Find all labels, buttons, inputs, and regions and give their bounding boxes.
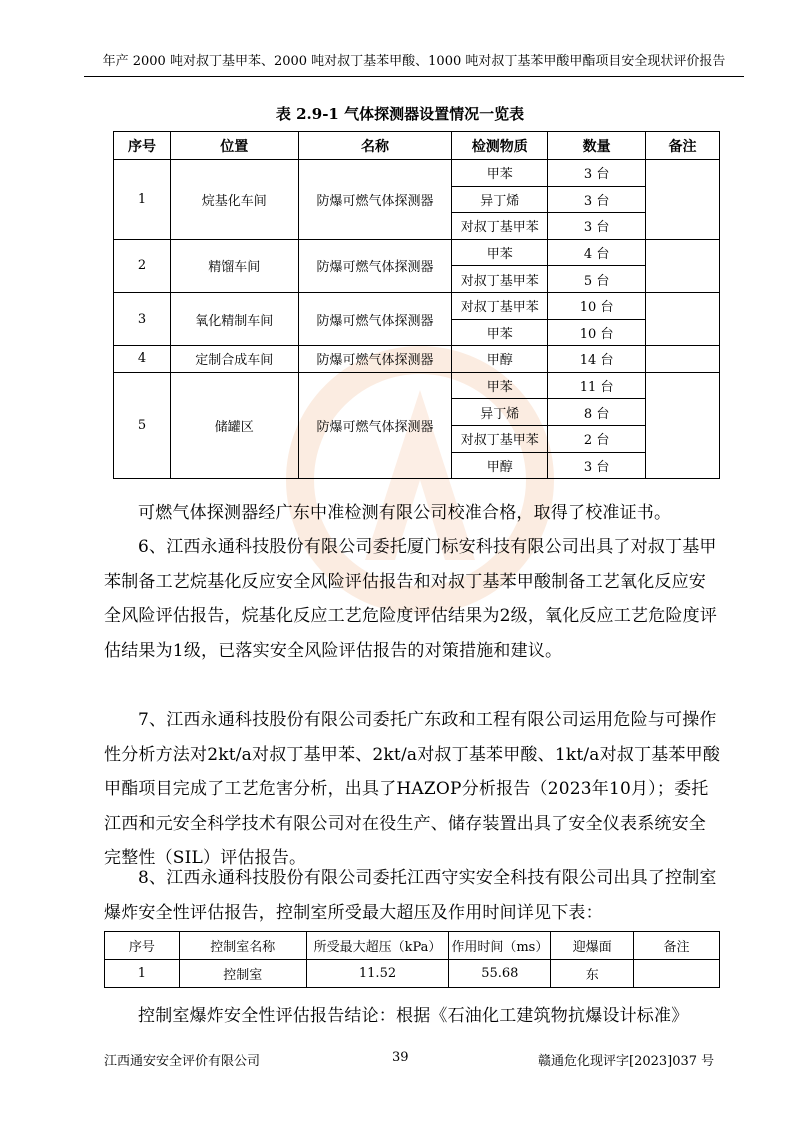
row-quantity: 10 台	[548, 319, 646, 346]
row-quantity: 3 台	[548, 186, 646, 213]
row-substance: 对叔丁基甲苯	[452, 292, 548, 319]
table-header-cell: 名称	[298, 132, 452, 160]
table-row	[114, 372, 720, 399]
row-substance: 甲苯	[452, 372, 548, 399]
row-detector-name: 防爆可燃气体探测器	[298, 292, 452, 345]
row-remark	[646, 346, 720, 373]
row-detector-name: 防爆可燃气体探测器	[298, 346, 452, 373]
paragraph-conclusion: 控制室爆炸安全性评估报告结论：根据《石油化工建筑物抗爆设计标准》	[138, 1006, 689, 1026]
table-cell: 55.68	[449, 960, 551, 988]
paragraph-item-8: 8、江西永通科技股份有限公司委托江西守实安全科技有限公司出具了控制室爆炸安全性评估报告，控制室所受最大超压及作用时间详见下表：	[104, 868, 717, 923]
table-header-cell: 序号	[105, 932, 180, 960]
table-row	[114, 346, 720, 373]
row-number: 1	[114, 160, 171, 240]
row-quantity: 5 台	[548, 266, 646, 293]
table-header-cell: 备注	[634, 932, 720, 960]
control-room-table	[104, 931, 720, 988]
row-number: 4	[114, 346, 171, 373]
header-rule	[84, 76, 744, 77]
row-substance: 异丁烯	[452, 399, 548, 426]
row-location: 储罐区	[170, 372, 298, 478]
table-cell: 1	[105, 960, 180, 988]
row-remark	[646, 239, 720, 292]
row-remark	[646, 372, 720, 478]
detector-table	[113, 131, 720, 479]
table-caption: 表 2.9-1 气体探测器设置情况一览表	[275, 105, 525, 123]
table-cell: 11.52	[306, 960, 449, 988]
table-header-cell: 序号	[114, 132, 171, 160]
row-remark	[646, 160, 720, 240]
row-substance: 对叔丁基甲苯	[452, 425, 548, 452]
row-quantity: 2 台	[548, 425, 646, 452]
table-cell: 东	[551, 960, 634, 988]
table-header-cell: 作用时间（ms）	[449, 932, 551, 960]
table-header-cell: 所受最大超压（kPa）	[306, 932, 449, 960]
row-quantity: 10 台	[548, 292, 646, 319]
footer-doc-number: 赣通危化现评字[2023]037 号	[538, 1054, 715, 1069]
table-cell	[634, 960, 720, 988]
row-detector-name: 防爆可燃气体探测器	[298, 239, 452, 292]
row-remark	[646, 292, 720, 345]
row-location: 定制合成车间	[170, 346, 298, 373]
row-detector-name: 防爆可燃气体探测器	[298, 372, 452, 478]
row-quantity: 14 台	[548, 346, 646, 373]
row-substance: 甲醇	[452, 452, 548, 479]
paragraph-calibration: 可燃气体探测器经广东中准检测有限公司校准合格，取得了校准证书。	[138, 503, 672, 523]
table-row	[114, 292, 720, 319]
table-row	[114, 160, 720, 187]
row-substance: 甲苯	[452, 319, 548, 346]
row-number: 3	[114, 292, 171, 345]
table-cell: 控制室	[179, 960, 306, 988]
table-header-cell: 检测物质	[452, 132, 548, 160]
row-substance: 甲醇	[452, 346, 548, 373]
row-substance: 甲苯	[452, 239, 548, 266]
table-row	[114, 239, 720, 266]
row-quantity: 11 台	[548, 372, 646, 399]
paragraph-item-6: 6、江西永通科技股份有限公司委托厦门标安科技有限公司出具了对叔丁基甲苯制备工艺烷基化反应安全风险评估报告和对叔丁基苯甲酸制备工艺氧化反应安全风险评估报告，烷基化反应工艺危险度评估结果为2级，氧化反应工艺危险度评估结果为1级，已落实安全风险评估报告的对策措施和建议。	[104, 537, 718, 661]
row-location: 烷基化车间	[170, 160, 298, 240]
row-quantity: 3 台	[548, 213, 646, 240]
row-substance: 对叔丁基甲苯	[452, 266, 548, 293]
row-quantity: 8 台	[548, 399, 646, 426]
row-quantity: 3 台	[548, 452, 646, 479]
table-header-cell: 备注	[646, 132, 720, 160]
table-header-cell: 位置	[170, 132, 298, 160]
row-location: 氧化精制车间	[170, 292, 298, 345]
row-location: 精馏车间	[170, 239, 298, 292]
paragraph-item-7: 7、江西永通科技股份有限公司委托广东政和工程有限公司运用危险与可操作性分析方法对2kt/a对叔丁基甲苯、2kt/a对叔丁基苯甲酸、1kt/a对叔丁基苯甲酸甲酯项目完成了工艺危害分析，出具了HAZOP分析报告（2023年10月）；委托江西和元安全科学技术有限公司对在役生产、储存装置出具了安全仪表系统安全完整性（SIL）评估报告。	[104, 710, 721, 869]
row-number: 2	[114, 239, 171, 292]
table-header-cell: 控制室名称	[179, 932, 306, 960]
table-header-cell: 迎爆面	[551, 932, 634, 960]
page-number: 39	[392, 1050, 409, 1065]
table-header-cell: 数量	[548, 132, 646, 160]
row-quantity: 4 台	[548, 239, 646, 266]
row-quantity: 3 台	[548, 160, 646, 187]
footer-company: 江西通安安全评价有限公司	[104, 1054, 261, 1069]
running-header: 年产 2000 吨对叔丁基甲苯、2000 吨对叔丁基苯甲酸、1000 吨对叔丁基苯甲酸甲酯项目安全现状评价报告	[102, 54, 726, 69]
row-detector-name: 防爆可燃气体探测器	[298, 160, 452, 240]
row-substance: 异丁烯	[452, 186, 548, 213]
row-number: 5	[114, 372, 171, 478]
row-substance: 对叔丁基甲苯	[452, 213, 548, 240]
row-substance: 甲苯	[452, 160, 548, 187]
